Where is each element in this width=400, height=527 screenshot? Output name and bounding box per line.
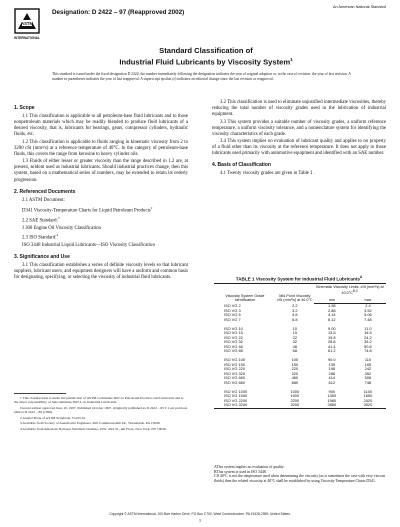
paragraph-1-3: 1.3 Fluids of either lesser or greater viscosity than the range described in 1.2 are, at present, seldom used as industrial lubricants. Should industrial practices change, then this system, based on a mathematical series of numbers, may be extended to retain its orderly progression. (14, 159, 188, 183)
header-min: min (314, 297, 350, 304)
paragraph-1-2: 1.2 This classification is applicable to fluids ranging in kinematic viscosity from 2 to 3200 cSt (mm²/s) at a reference temperature of 40°C. In the category of petroleum-base fluids, this covers the range from kerosine to heavy cylinder oils. (14, 139, 188, 157)
cell-min: 61.2 (328, 348, 336, 354)
cell-grade: ISO VG 68 (224, 348, 243, 354)
standard-type: An American National Standard (333, 5, 386, 9)
section-heading-significance: 3. Significance and Use (14, 254, 70, 261)
table-title: TABLE 1 Viscosity System for Industrial Fluid Lubricants$^A$ (235, 275, 363, 282)
copyright-line: Copyright © ASTM International, 100 Barr Harbor Drive, PO Box C700, West Conshohocken, PA 19428-2959, United States. (109, 512, 291, 516)
cell-midpoint: 22 (292, 334, 297, 340)
cell-grade: ISO VG 2 (224, 302, 241, 308)
cell-grade: ISO VG 15 (224, 330, 243, 336)
title-footnote-mark: 1 (290, 57, 293, 63)
cell-min: 2880 (314, 403, 350, 408)
cell-midpoint: 100 (291, 357, 299, 363)
paragraph-2-2: 2.2 SAE Standard:$^3$ (22, 215, 60, 224)
cell-min: 4.14 (328, 312, 336, 318)
cell-max: 1100 (363, 388, 373, 394)
cell-midpoint: 150 (291, 361, 299, 367)
paragraph-3-4: 3.4 This system implies no evaluation of lubricant quality and applies to no property of a fluid other than its viscosity at the reference temperature. It does not apply to those lubricants used primarily with automotive equipment and identified with an SAE number. (212, 139, 386, 157)
footnote-divider (14, 393, 66, 394)
cell-max: 74.8 (364, 348, 372, 354)
cell-min: 41.4 (328, 343, 336, 349)
footnote-2: 2 Annual Book of ASTM Standards, Vol 05.01. (20, 415, 87, 420)
cell-max: 3.52 (364, 307, 372, 313)
cell-max: 2.4 (365, 303, 371, 309)
reference-iso-3448: ISO 3448 Industrial Liquid Lubricants—ISO Viscosity Classification (22, 243, 155, 249)
cell-min: 13.5 (328, 330, 336, 336)
paragraph-3-3: 3.3 This system provides a suitable number of viscosity grades, a uniform reference temperature, a uniform viscosity tolerance, and a nomenclature system for identifying the viscosity characteristics of each grade. (212, 119, 386, 137)
cell-min: 612 (328, 380, 336, 386)
cell-min: 2.88 (328, 307, 336, 313)
viscosity-table (214, 283, 386, 409)
section-heading-scope: 1. Scope (14, 105, 35, 111)
cell-min: 288 (328, 370, 336, 376)
cell-grade: ISO VG 680 (224, 380, 245, 386)
cell-max: 16.5 (364, 330, 372, 336)
astm-logo-icon (14, 8, 40, 42)
cell-max: 7.48 (364, 316, 372, 322)
cell-max: 1650 (363, 393, 373, 399)
cell-grade: ISO VG 2200 (224, 397, 248, 403)
cell-midpoint: 680 (291, 380, 299, 386)
header-midpoint: Mid-Point Viscosity cSt (mm²/s) at 40.0°C (276, 284, 314, 304)
cell-grade: ISO VG 3200 (214, 403, 276, 408)
cell-max: 352 (364, 370, 372, 376)
right-column (212, 100, 386, 179)
cell-max: 35.2 (364, 339, 372, 345)
cell-grade: ISO VG 1500 (224, 393, 248, 399)
footnote-1-edition: Current edition approved June 10, 1997. Published October 1997. Originally published as D 2422 – 65 T. Last previous edition D 2422 – 86 (1996). (14, 405, 188, 415)
cell-midpoint: 220 (291, 366, 299, 372)
paragraph-2-1: 2.1 ASTM Document: (22, 197, 65, 203)
cell-grade: ISO VG 5 (224, 312, 241, 318)
cell-min: 6.12 (328, 316, 336, 322)
cell-grade: ISO VG 1000 (224, 388, 248, 394)
cell-midpoint: 1500 (290, 393, 300, 399)
cell-max: 2420 (363, 397, 373, 403)
table-note-a: AThis system implies no evaluation of quality. (214, 465, 285, 469)
cell-min: 19.8 (328, 334, 336, 340)
cell-max: 24.2 (364, 334, 372, 340)
paragraph-3-1: 3.1 This classification establishes a series of definite viscosity levels so that lubricant suppliers, lubricant users, and equipment designers will have a uniform and common basis for designating, specifying, or selecting the viscosity of industrial fluid lubricants. (14, 263, 188, 281)
cell-midpoint: 320 (291, 370, 299, 376)
cell-midpoint: 15 (292, 330, 297, 336)
reference-d341: D341 Viscosity-Temperature Charts for Liquid Petroleum Products$^2$ (22, 206, 153, 214)
cell-grade: ISO VG 460 (224, 375, 245, 381)
cell-min: 1350 (327, 393, 337, 399)
cell-midpoint: 6.8 (292, 316, 298, 322)
page-number: 1 (198, 518, 202, 523)
reference-sae-j300: J 300 Engine Oil Viscosity Classification (22, 225, 101, 231)
cell-min: 9.00 (328, 325, 336, 331)
table-note-c: CIf 40°C is not the temperature used when determining the viscosity (as is sometimes the case with very viscous fluids) then the related viscosity at 40°C shall be established by using Viscosity Temperature Charts D341. (214, 474, 386, 483)
cell-min: 1980 (327, 397, 337, 403)
footnote-4: 4 Available from American National Standards Institute, 25W. 43rd St., 4th Floor, New York, NY 10036. (20, 426, 167, 431)
paragraph-4-1: 4.1 Twenty viscosity grades are given in Table 1 . (220, 171, 315, 177)
cell-grade: ISO VG 3 (224, 307, 241, 313)
cell-max: 3520 (350, 403, 386, 408)
title-line-1: Standard Classification of (159, 46, 253, 55)
footnotes (14, 396, 188, 432)
cell-min: 198 (328, 366, 336, 372)
cell-max: 5.06 (364, 312, 372, 318)
document-title (66, 46, 346, 67)
cell-grade: ISO VG 150 (224, 361, 245, 367)
cell-max: 50.6 (364, 343, 372, 349)
paragraph-2-3: 2.3 ISO Standard:$^4$ (22, 232, 59, 241)
title-line-2: Industrial Fluid Lubricants by Viscosity System$^1$ (119, 57, 293, 67)
footnote-1: 1 This classification is under the jurisdiction of ASTM Committee D02 on Petroleum Products and Lubricants and is the direct responsibility of Subcommittee D02.L on Industrial Lubricants. (14, 396, 184, 405)
cell-min: 135 (328, 361, 336, 367)
logo-caption: INTERNATIONAL (14, 36, 40, 40)
cell-grade: ISO VG 10 (224, 325, 243, 331)
cell-grade: ISO VG 32 (224, 339, 243, 345)
table-body (214, 304, 386, 409)
section-heading-basis: 4. Basis of Classification (212, 162, 271, 169)
cell-min: 1.98 (328, 303, 336, 309)
cell-midpoint: 1000 (290, 388, 300, 394)
cell-grade: ISO VG 7 (224, 316, 241, 322)
cell-grade: ISO VG 100 (224, 357, 245, 363)
cell-midpoint: 2200 (290, 397, 300, 403)
cell-grade: ISO VG 46 (224, 343, 243, 349)
cell-min: 900 (328, 388, 336, 394)
cell-max: 506 (364, 375, 372, 381)
cell-max: 11.0 (364, 325, 372, 331)
cell-max: 165 (364, 361, 372, 367)
cell-min: 28.8 (328, 339, 336, 345)
header-grade: Viscosity System Grade Identification (214, 284, 276, 304)
cell-midpoint: 32 (292, 339, 297, 345)
cell-max: 110 (364, 357, 372, 363)
cell-min: 90.0 (328, 357, 336, 363)
svg-text:ASTM: ASTM (21, 21, 33, 26)
cell-midpoint: 3.2 (292, 307, 298, 313)
cell-midpoint: 4.6 (292, 312, 298, 318)
cell-grade: ISO VG 22 (224, 334, 243, 340)
cell-grade: ISO VG 220 (224, 366, 245, 372)
table-row (214, 403, 386, 408)
footnote-3: 3 Available from Society of Automotive Engineers, 400 Commonwealth Dr., Warrendale, PA 15096. (20, 421, 161, 426)
cell-midpoint: 3200 (276, 403, 314, 408)
left-column (14, 100, 188, 283)
cell-max: 748 (364, 380, 372, 386)
cell-min: 414 (328, 375, 336, 381)
cell-midpoint: 10 (292, 325, 297, 331)
cell-midpoint: 2.2 (292, 302, 298, 308)
designation: Designation: D 2422 – 97 (Reapproved 2002) (52, 9, 185, 16)
header-limits: Kinematic Viscosity Limits, cSt (mm²/s) at $40.0^\circ C^{B,C}$ (314, 284, 386, 297)
header-max: max (350, 297, 386, 304)
table-note-b: BThis system is used in ISO 3448. (214, 469, 267, 474)
paragraph-3-2: 3.2 This classification is used to eliminate unjustified intermediate viscosities, thereby reducing the total number of viscosity grades used in the lubrication of industrial equipment. (212, 100, 386, 118)
cell-max: 242 (364, 366, 372, 372)
section-heading-references: 2. Referenced Documents (14, 188, 76, 195)
cell-midpoint: 46 (292, 343, 297, 349)
table-notes (214, 465, 386, 483)
cell-midpoint: 68 (292, 348, 297, 354)
cell-grade: ISO VG 320 (224, 370, 245, 376)
issuance-notice: This standard is issued under the fixed designation D 2422; the number immediately following the designation indicates the year of original adoption or, in the case of revision, the year of last revision. A number in parentheses indicates the year of last reapproval. A superscript epsilon (ε) indicates an editorial change since the last revision or reapproval. (52, 72, 351, 81)
paragraph-1-1: 1.1 This classification is applicable to all petroleum-base fluid lubricants and to those nonpetroleum materials which may be readily blended to produce fluid lubricants of a desired viscosity, that is, lubricants for bearings, gears, compressor cylinders, hydraulic fluids, etc. (14, 114, 188, 138)
cell-midpoint: 460 (291, 375, 299, 381)
